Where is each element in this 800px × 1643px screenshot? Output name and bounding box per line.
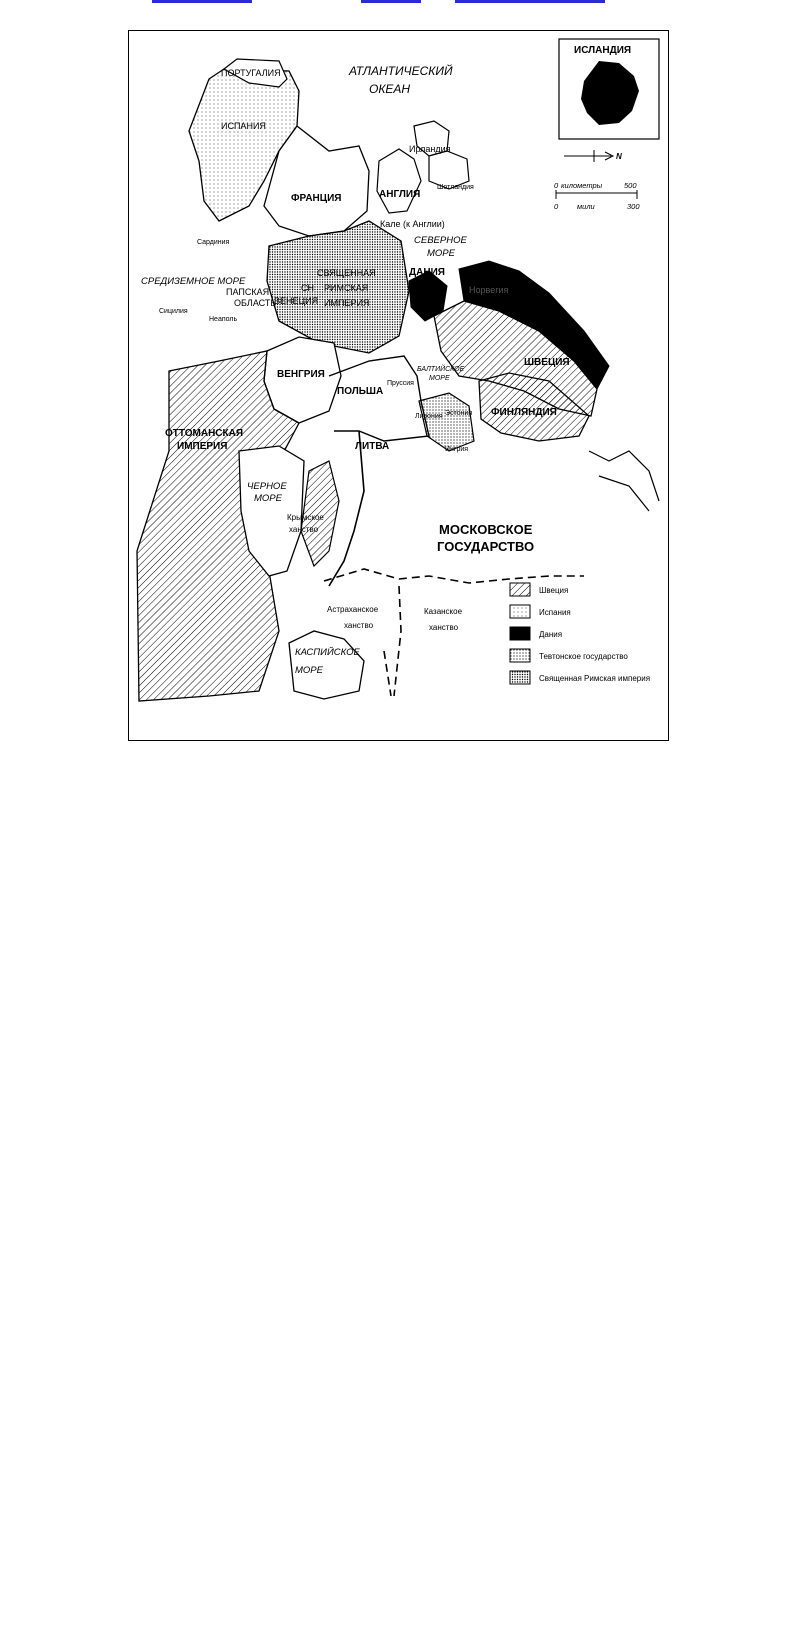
label-ocean-1: АТЛАНТИЧЕСКИЙ [349, 64, 453, 78]
legend-swatch-denmark [510, 627, 530, 640]
label-swiss: СН [301, 283, 314, 293]
label-hre-1: СВЯЩЕННАЯ [317, 268, 376, 278]
label-muscovy-2: ГОСУДАРСТВО [437, 539, 535, 554]
teutonic-region [419, 393, 474, 451]
label-kazan-2: ханство [429, 623, 459, 632]
top-link-3[interactable] [455, 0, 605, 3]
legend-label-denmark: Дания [539, 630, 563, 639]
label-ottoman-1: ОТТОМАНСКАЯ [165, 428, 244, 439]
label-hre-2: РИМСКАЯ [324, 283, 369, 293]
top-link-2[interactable] [361, 0, 421, 3]
label-caspian-2: МОРЕ [295, 665, 323, 676]
svg-text:0: 0 [554, 202, 559, 211]
label-portugal: ПОРТУГАЛИЯ [221, 68, 281, 78]
label-ottoman-2: ИМПЕРИЯ [177, 441, 228, 452]
label-lithuania: ЛИТВА [355, 441, 390, 452]
label-astrakhan-1: Астраханское [327, 605, 379, 614]
label-med-sea: СРЕДИЗЕМНОЕ МОРЕ [141, 276, 246, 287]
historical-map [128, 30, 669, 741]
label-crimean-2: ханство [289, 525, 319, 534]
svg-text:300: 300 [627, 202, 640, 211]
legend-label-hre: Священная Римская империя [539, 674, 651, 683]
label-livonia: Ливония [415, 413, 443, 420]
legend-swatch-teutonic [510, 649, 530, 662]
label-hungary: ВЕНГРИЯ [277, 369, 325, 380]
label-papal-2: ОБЛАСТЬ [234, 298, 277, 308]
top-link-1[interactable] [152, 0, 252, 3]
coastline-east [589, 451, 659, 511]
compass-arrow [564, 150, 622, 162]
label-scotland: Шотландия [437, 184, 474, 191]
label-crimean-1: Крымское [287, 513, 324, 522]
compass-label: N [616, 152, 622, 161]
label-baltic-1: БАЛТИЙСКОЕ [417, 366, 465, 373]
poland-border [329, 356, 429, 441]
label-spain: ИСПАНИЯ [221, 121, 266, 131]
label-ocean-2: ОКЕАН [369, 82, 411, 96]
label-naples: Неаполь [209, 316, 238, 323]
legend-swatch-hre [510, 671, 530, 684]
label-estonia: Эстония [445, 410, 473, 417]
label-black-sea-2: МОРЕ [254, 493, 282, 504]
legend-label-teutonic: Тевтонское государство [539, 652, 628, 661]
legend-swatch-spain [510, 605, 530, 618]
label-norway: Норвегия [469, 285, 509, 295]
label-baltic-2: МОРЕ [429, 375, 450, 382]
label-astrakhan-2: ханство [344, 621, 374, 630]
label-caspian-1: КАСПИЙСКОЕ [295, 647, 360, 658]
legend-label-spain: Испания [539, 608, 571, 617]
svg-text:500: 500 [624, 181, 637, 190]
england-region [377, 149, 421, 213]
svg-text:мили: мили [577, 202, 595, 211]
legend-label-sweden: Швеция [539, 586, 569, 595]
scale-bar [554, 181, 640, 211]
label-venice: ВЕНЕЦИЯ [274, 296, 319, 306]
label-north-sea-2: МОРЕ [427, 248, 455, 259]
label-ingria: Ингрия [445, 446, 469, 453]
label-muscovy-1: МОСКОВСКОЕ [439, 522, 533, 537]
label-papal-1: ПАПСКАЯ [226, 287, 270, 297]
map-svg [129, 31, 667, 739]
legend-swatch-sweden [510, 583, 530, 596]
label-prussia: Пруссия [387, 380, 414, 387]
label-calais: Кале (к Англии) [380, 219, 445, 229]
label-iceland: ИСЛАНДИЯ [574, 45, 632, 56]
label-black-sea-1: ЧЕРНОЕ [247, 481, 287, 492]
label-finland: ФИНЛЯНДИЯ [491, 407, 557, 418]
label-poland: ПОЛЬША [337, 386, 384, 397]
label-north-sea-1: СЕВЕРНОЕ [414, 235, 467, 246]
label-ireland: Ирландия [409, 144, 451, 154]
label-sweden: ШВЕЦИЯ [524, 357, 570, 368]
label-england: АНГЛИЯ [379, 189, 421, 200]
map-legend [510, 583, 650, 684]
label-kazan-1: Казанское [424, 607, 463, 616]
label-denmark: ДАНИЯ [409, 267, 445, 278]
label-france: ФРАНЦИЯ [291, 193, 342, 204]
svg-text:километры: километры [561, 181, 603, 190]
label-sardinia: Сардиния [197, 239, 230, 246]
svg-text:0: 0 [554, 181, 559, 190]
label-sicily: Сицилия [159, 308, 188, 315]
label-hre-3: ИМПЕРИЯ [324, 298, 370, 308]
